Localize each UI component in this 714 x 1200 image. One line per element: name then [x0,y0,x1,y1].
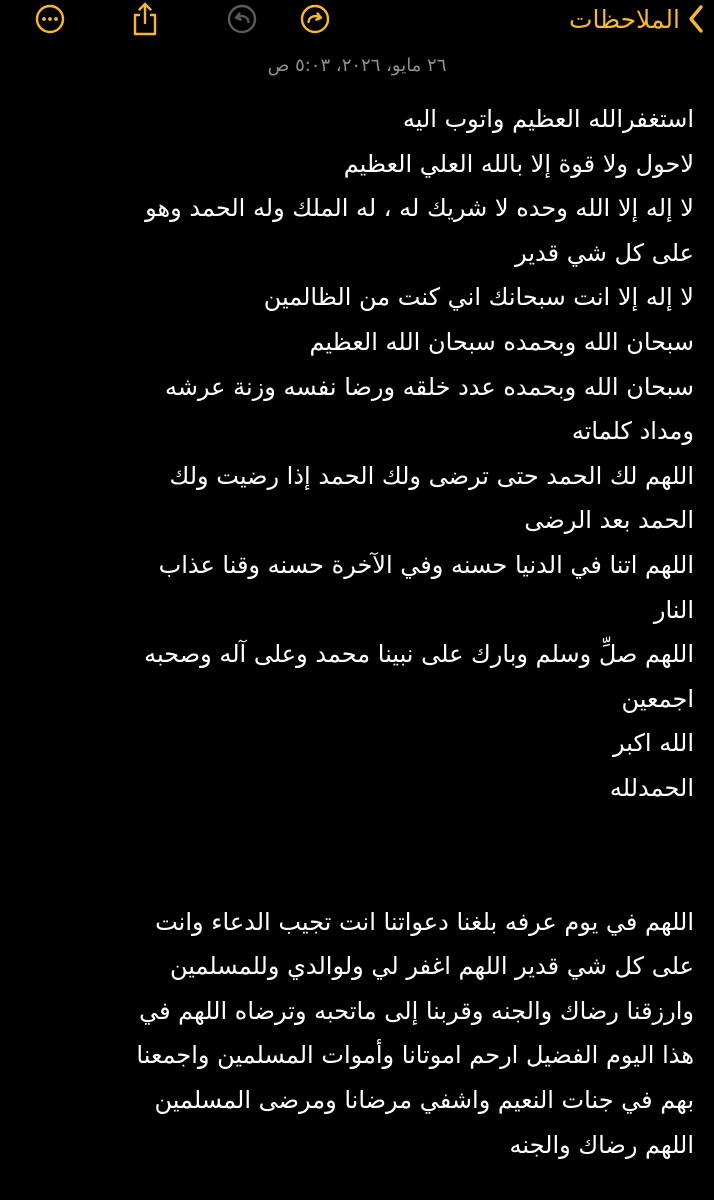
note-line: وارزقنا رضاك والجنه وقربنا إلى ماتحبه وترضاه اللهم في [139,996,694,1025]
note-line: هذا اليوم الفضيل ارحم اموتانا وأموات المسلمين واجمعنا [136,1041,694,1070]
back-label: الملاحظات [568,4,680,34]
note-line: اللهم في يوم عرفه بلغنا دعواتنا انت تجيب الدعاء وانت [155,907,694,936]
note-line: اللهم صلِّ وسلم وبارك على نبينا محمد وعلى آله وصحبه [144,640,694,669]
note-line: اجمعين [621,684,694,713]
share-button[interactable] [127,0,163,38]
note-line: الحمدلله [609,773,694,802]
more-button[interactable] [32,0,68,38]
note-line: لا إله إلا انت سبحانك اني كنت من الظالمين [263,283,694,312]
note-line: بهم في جنات النعيم واشفي مرضانا ومرضى المسلمين [154,1086,694,1115]
note-line: ومداد كلماته [571,417,694,446]
note-date: ٢٦ مايو، ٢٠٢٦، ٥:٠٣ ص [267,55,447,76]
undo-icon [226,3,258,35]
redo-icon [299,3,331,35]
note-line: لا إله إلا الله وحده لا شريك له ، له الملك وله الحمد وهو [145,194,694,223]
note-line: سبحان الله وبحمده سبحان الله العظيم [309,327,694,356]
note-line: الحمد بعد الرضى [524,506,694,535]
note-line: على كل شي قدير [515,238,694,267]
navigation-toolbar [0,0,714,40]
back-button[interactable] [569,0,710,38]
note-line: النار [653,595,694,624]
note-line: لاحول ولا قوة إلا بالله العلي العظيم [343,149,694,178]
note-blank-line [18,811,694,856]
note-line: اللهم اتنا في الدنيا حسنه وفي الآخرة حسنه وقنا عذاب [158,550,694,579]
note-line: اللهم لك الحمد حتى ترضى ولك الحمد إذا رضيت ولك [169,461,694,490]
note-body[interactable] [18,97,694,1167]
note-line: سبحان الله وبحمده عدد خلقه ورضا نفسه وزنة عرشه [164,372,694,401]
chevron-left-icon [684,0,710,38]
note-line: اللهم رضاك والجنه [509,1130,694,1159]
note-line: على كل شي قدير اللهم اغفر لي ولوالدي وللمسلمين [169,952,694,981]
share-icon [129,1,161,37]
note-line: الله اكبر [613,729,694,758]
redo-button[interactable] [297,0,333,38]
note-line: استغفرالله العظيم واتوب اليه [402,105,694,133]
note-blank-line [18,855,694,900]
undo-button[interactable] [224,0,260,38]
more-icon [34,3,66,35]
